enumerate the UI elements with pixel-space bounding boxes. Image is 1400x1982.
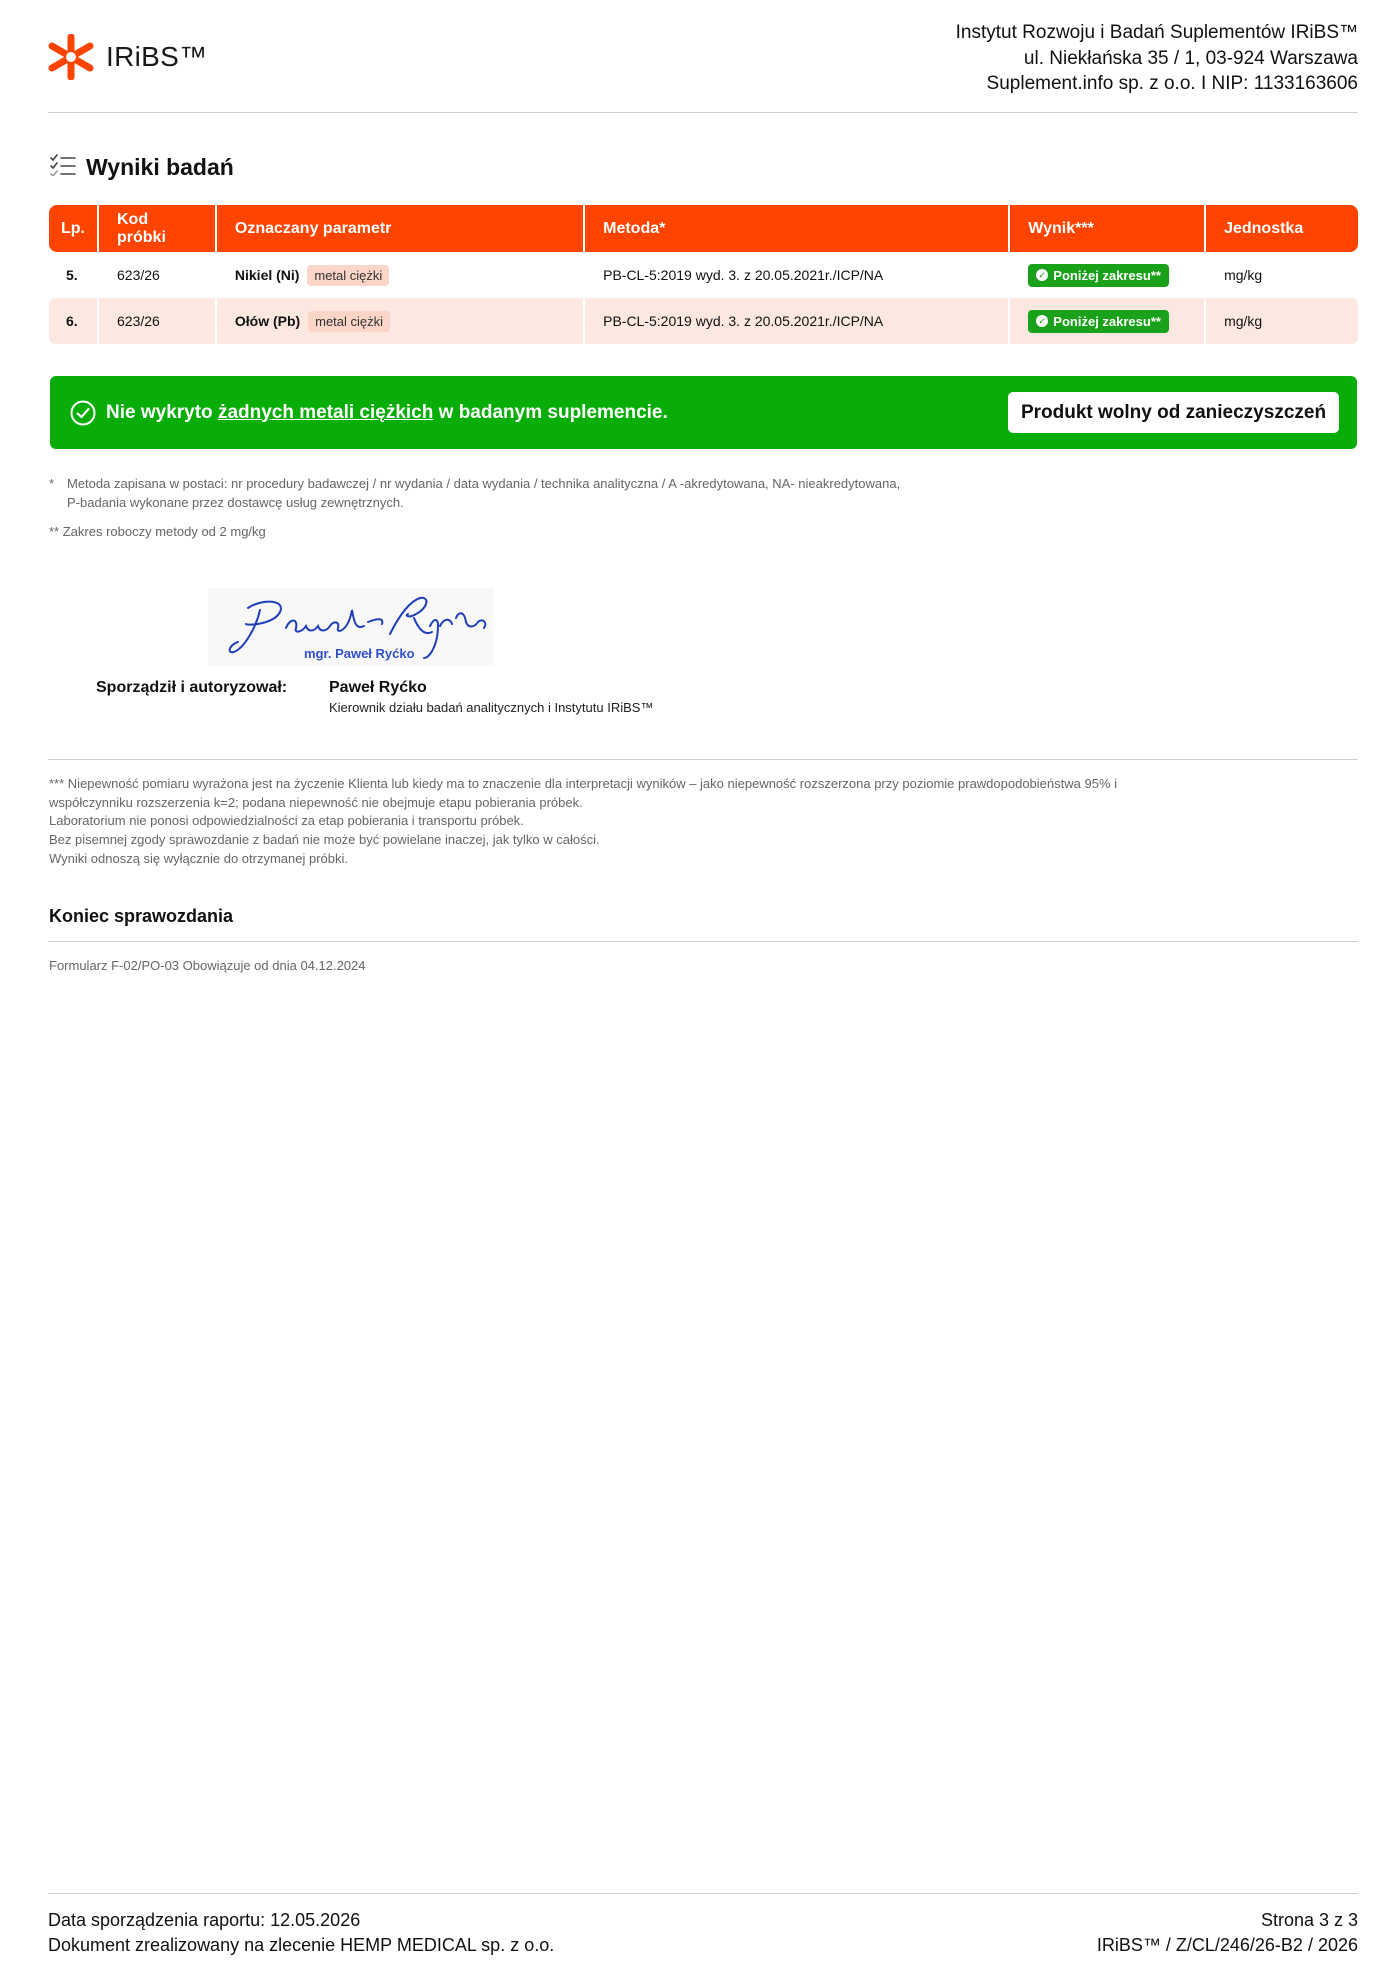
document-id: IRiBS™ / Z/CL/246/26-B2 / 2026 xyxy=(1096,1935,1358,1955)
logo-text: IRiBS™ xyxy=(106,41,208,72)
banner-emphasis-link: żadnych metali ciężkich xyxy=(217,401,434,423)
report-end-title: Koniec sprawozdania xyxy=(49,906,234,926)
footer-divider xyxy=(48,1893,1358,1894)
cell-unit: mg/kg xyxy=(1206,298,1358,344)
no-heavy-metals-banner xyxy=(50,376,1357,449)
range-footnote: ** Zakres roboczy metody od 2 mg/kg xyxy=(49,524,266,539)
column-header-sample-code: Kod próbki xyxy=(99,205,217,252)
results-table xyxy=(49,205,1358,344)
section-heading xyxy=(50,154,234,181)
column-header-lp: Lp. xyxy=(49,205,99,252)
disclaimer-line: Wyniki odnoszą się wyłącznie do otrzymanej próbki. xyxy=(49,850,349,866)
column-header-unit: Jednostka xyxy=(1206,205,1358,252)
check-circle-icon: ✓ xyxy=(1036,269,1048,281)
signer-name: Paweł Ryćko xyxy=(329,679,427,696)
header-divider xyxy=(48,112,1358,113)
section-title: Wyniki badań xyxy=(86,154,234,180)
table-row xyxy=(49,298,1358,344)
cell-result xyxy=(1010,298,1206,344)
method-footnote xyxy=(49,474,900,512)
disclaimer-line: Bez pisemnej zgody sprawozdanie z badań nie może być powielane inaczej, jak tylko w całości. xyxy=(49,832,600,848)
page-number: Strona 3 z 3 xyxy=(1260,1910,1358,1930)
result-text: Poniżej zakresu** xyxy=(1053,267,1161,283)
heavy-metal-tag: metal ciężki xyxy=(307,265,389,286)
check-circle-icon: ✓ xyxy=(1036,315,1048,327)
institute-address xyxy=(956,20,1358,97)
result-text: Poniżej zakresu** xyxy=(1053,313,1161,329)
signature-image xyxy=(208,588,494,666)
table-row xyxy=(49,252,1358,298)
table-header-row xyxy=(49,205,1358,252)
section-divider xyxy=(48,759,1358,760)
check-circle-outline-icon xyxy=(70,400,96,426)
contaminant-free-button[interactable]: Produkt wolny od zanieczyszczeń xyxy=(1008,392,1339,433)
cell-lp: 5. xyxy=(49,252,99,298)
checklist-icon xyxy=(50,154,76,181)
cell-sample-code: 623/26 xyxy=(99,298,217,344)
cell-lp: 6. xyxy=(49,298,99,344)
signer-title: Kierownik działu badań analitycznych i Instytutu IRiBS™ xyxy=(329,700,654,715)
footnote-line: P-badania wykonane przez dostawcę usług zewnętrznych. xyxy=(67,495,404,510)
parameter-name: Ołów (Pb) xyxy=(234,312,301,329)
cell-unit: mg/kg xyxy=(1224,267,1263,283)
authorized-by-label: Sporządził i autoryzował: xyxy=(96,679,288,696)
page-header xyxy=(48,20,1358,112)
form-reference: Formularz F-02/PO-03 Obowiązuje od dnia 04.12.2024 xyxy=(49,958,366,973)
cell-method: PB-CL-5:2019 wyd. 3. z 20.05.2021r./ICP/NA xyxy=(585,298,1010,344)
cell-result xyxy=(1010,252,1206,298)
heavy-metal-tag: metal ciężki xyxy=(308,311,390,332)
cell-method: PB-CL-5:2019 wyd. 3. z 20.05.2021r./ICP/NA xyxy=(585,252,1010,298)
parameter-name: Nikiel (Ni) xyxy=(234,266,300,283)
client-line: Dokument zrealizowany na zlecenie HEMP MEDICAL sp. z o.o. xyxy=(48,1935,555,1955)
column-header-method: Metoda* xyxy=(585,205,1010,252)
footnote-marker: * xyxy=(49,476,55,491)
logo xyxy=(48,34,207,80)
footer-right xyxy=(1097,1908,1358,1958)
footer-left xyxy=(48,1908,554,1958)
address-line: ul. Niekłańska 35 / 1, 03-924 Warszawa xyxy=(1023,47,1358,69)
signature-caption: mgr. Paweł Ryćko xyxy=(304,646,415,661)
disclaimer xyxy=(49,775,1349,869)
address-line: Instytut Rozwoju i Badań Suplementów IRiBS™ xyxy=(955,22,1358,43)
result-badge xyxy=(1028,264,1169,287)
cell-parameter xyxy=(217,298,585,344)
disclaimer-line: Laboratorium nie ponosi odpowiedzialności za etap pobierania i transportu próbek. xyxy=(49,813,524,829)
asterisk-logo-icon xyxy=(48,34,94,80)
end-divider xyxy=(48,941,1358,942)
cell-sample-code: 623/26 xyxy=(99,252,217,298)
result-badge xyxy=(1028,310,1169,333)
report-date: Data sporządzenia raportu: 12.05.2026 xyxy=(48,1910,361,1930)
address-line: Suplement.info sp. z o.o. I NIP: 1133163606 xyxy=(986,73,1358,94)
footnote-line: Metoda zapisana w postaci: nr procedury badawczej / nr wydania / data wydania / technika analityczna / A -akredytowana, NA- nieakredytowana, xyxy=(67,476,901,491)
disclaimer-line: *** Niepewność pomiaru wyrażona jest na życzenie Klienta lub kiedy ma to znaczenie dla interpretacji wyników – jako niepewność rozszerzona przy poziomie prawdopodobieństwa 95% i xyxy=(49,776,1117,791)
banner-text-after: w badanym suplemencie. xyxy=(438,401,668,423)
column-header-parameter: Oznaczany parametr xyxy=(217,205,585,252)
banner-message xyxy=(70,376,668,449)
disclaimer-line: współczynniku rozszerzenia k=2; podana niepewność nie obejmuje etapu pobierania próbek. xyxy=(49,794,583,810)
column-header-result: Wynik*** xyxy=(1010,205,1206,252)
banner-text-before: Nie wykryto xyxy=(106,401,213,423)
cell-parameter xyxy=(217,252,585,298)
